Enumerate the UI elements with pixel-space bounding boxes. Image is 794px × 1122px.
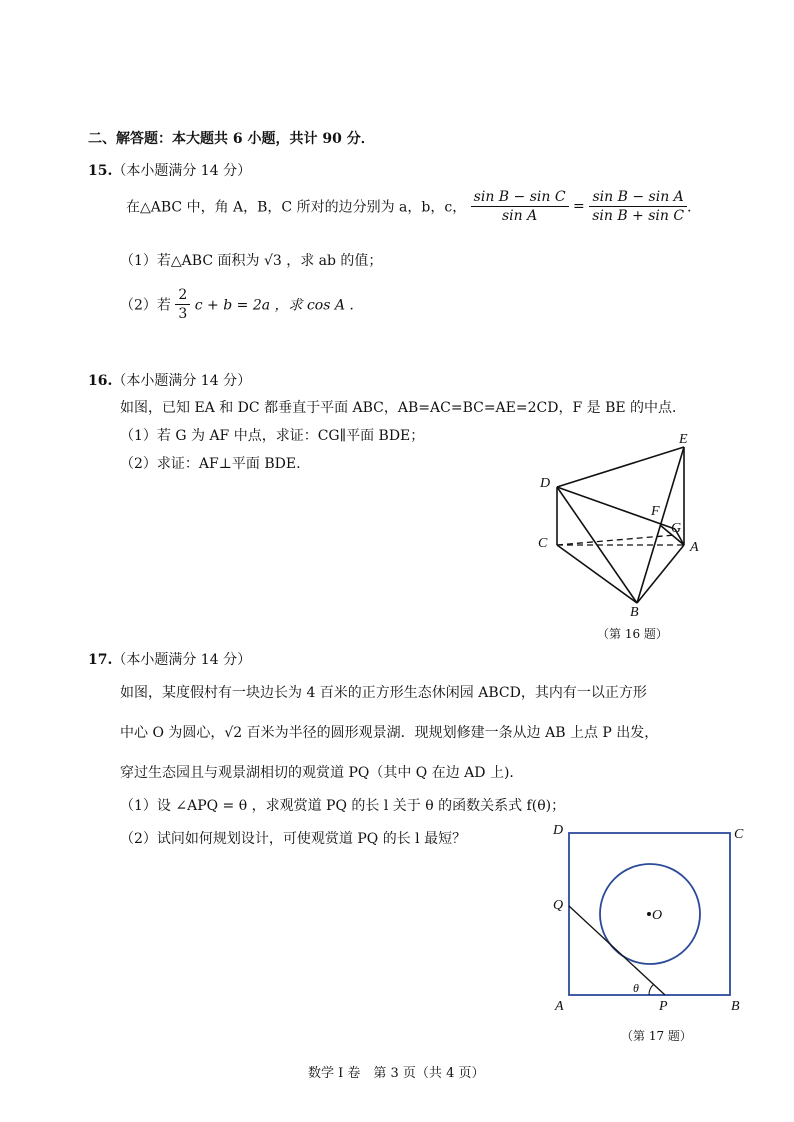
- q16-header: 16.（本小题满分 14 分）: [88, 373, 252, 389]
- q16-label-d: D: [540, 476, 551, 491]
- q17-figure: [545, 820, 755, 1020]
- q16-note: （本小题满分 14 分）: [112, 373, 252, 389]
- q17-label-q: Q: [553, 898, 564, 913]
- q17-caption: （第 17 题）: [621, 1029, 692, 1043]
- q15-eq-right: $\frac{\text{sin B − sin A}}{\text{sin B + sin C}}$: [589, 188, 687, 225]
- q16-caption: （第 16 题）: [597, 627, 668, 641]
- q15-header: 15.（本小题满分 14 分）: [88, 163, 252, 179]
- q15-stem-text: 在△ABC 中，角 A，B，C 所对的边分别为 a，b，c，: [126, 199, 467, 216]
- q16-part1: （1）若 G 为 AF 中点，求证：CG∥平面 BDE；: [120, 428, 425, 444]
- q16-label-b: B: [630, 605, 639, 620]
- section-heading: 二、解答题：本大题共 6 小题，共计 90 分．: [88, 131, 375, 147]
- q17-label-p: P: [659, 999, 668, 1014]
- q17-line3: 穿过生态园且与观景湖相切的观赏道 PQ（其中 Q 在边 AD 上)．: [120, 765, 524, 781]
- q15-note: （本小题满分 14 分）: [112, 163, 252, 179]
- q16-figure: [520, 425, 720, 620]
- q16-stem: 如图，已知 EA 和 DC 都垂直于平面 ABC，AB=AC=BC=AE=2CD，F 是 BE 的中点．: [120, 400, 687, 416]
- q17-number: 17: [88, 652, 108, 668]
- q16-label-c: C: [538, 536, 548, 551]
- q17-label-d: D: [553, 823, 564, 838]
- q17-part1: （1）设 ∠APQ = θ ，求观赏道 PQ 的长 l 关于 θ 的函数关系式 f(θ)；: [120, 798, 566, 814]
- q16-label-g: G: [671, 521, 682, 536]
- q15-number: 15: [88, 163, 108, 179]
- q17-label-b: B: [731, 999, 740, 1014]
- q17-label-a: A: [555, 999, 564, 1014]
- q15-part2: （2）若 $\frac{2}{3}$ c + b = 2a ，求 cos A .: [120, 287, 354, 322]
- q17-label-o: O: [652, 908, 663, 923]
- q17-note: （本小题满分 14 分）: [112, 652, 252, 668]
- q17-label-theta: θ: [633, 981, 639, 995]
- q16-part2: （2）求证：AF⊥平面 BDE.: [120, 456, 301, 472]
- page-footer: 数学 Ⅰ 卷 第 3 页（共 4 页）: [308, 1066, 485, 1081]
- q15-part1: （1）若△ABC 面积为 √3 ，求 ab 的值；: [120, 253, 383, 269]
- q17-part2: （2）试问如何规划设计，可使观赏道 PQ 的长 l 最短？: [120, 831, 467, 847]
- q17-label-c: C: [734, 827, 744, 842]
- q17-line1: 如图，某度假村有一块边长为 4 百米的正方形生态休闲园 ABCD，其内有一以正方形: [120, 685, 647, 701]
- q15-part2-fraction: $\frac{2}{3}$: [175, 286, 190, 323]
- q17-line2: 中心 O 为圆心，√2 百米为半径的圆形观景湖．现规划修建一条从边 AB 上点 P 出发，: [120, 725, 659, 741]
- q16-label-a: A: [690, 540, 699, 555]
- q15-stem: 在△ABC 中，角 A，B，C 所对的边分别为 a，b，c， $\frac{\text{sin B − sin C}}{\text{sin A}}$ = $\frac{\text{sin B − sin A}}{\text{sin B + sin C}}$ ．: [126, 189, 702, 224]
- q16-label-f: F: [651, 504, 660, 519]
- q15-eq-left: $\frac{\text{sin B − sin C}}{\text{sin A}}$: [471, 188, 569, 225]
- q17-header: 17.（本小题满分 14 分）: [88, 652, 252, 668]
- q16-label-e: E: [679, 432, 688, 447]
- q16-number: 16: [88, 373, 108, 389]
